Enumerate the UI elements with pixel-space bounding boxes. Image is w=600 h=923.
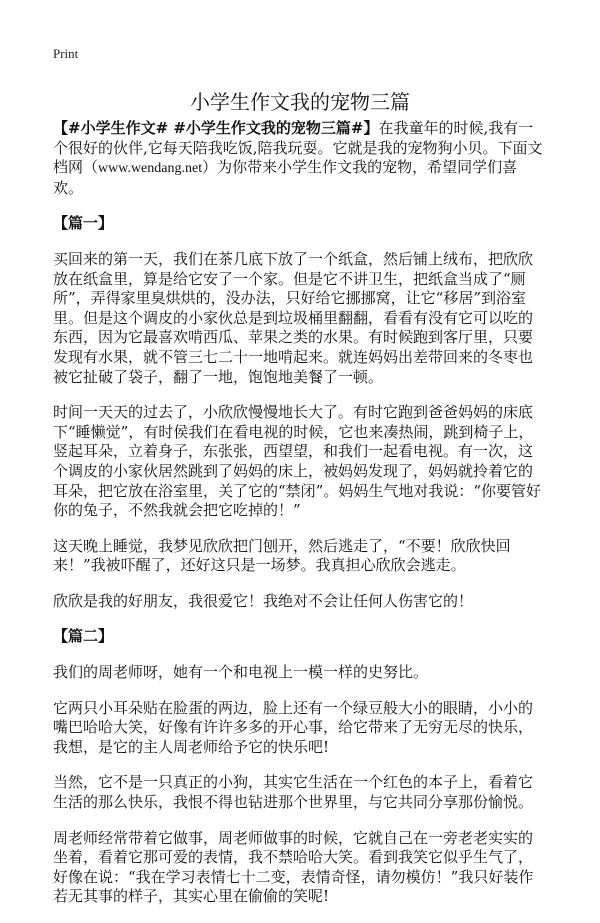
paragraph: 它两只小耳朵贴在脸蛋的两边，脸上还有一个绿豆般大小的眼睛，小小的嘴巴哈哈大笑，好像有许许多多的开心事，给它带来了无穷无尽的快乐，我想，是它的主人周老师给予它的快乐吧! [53,698,534,756]
paragraph: 我们的周老师呀，她有一个和电视上一模一样的史努比。 [53,663,429,682]
intro-tag: 【#小学生作文# #小学生作文我的宠物三篇#】 [53,119,379,137]
paragraph: 当然，它不是一只真正的小狗，其实它生活在一个红色的本子上，看着它生活的那么快乐，我恨不得也钻进那个世界里，与它共同分享那份愉悦。 [53,773,534,812]
page-title: 小学生作文我的宠物三篇 [190,90,410,114]
paragraph: 时间一天天的过去了，小欣欣慢慢地长大了。有时它跑到爸爸妈妈的床底下“睡懒觉”，有时侯我们在看电视的时候，它也来凑热闹，跳到椅子上，竖起耳朵，立着身子，东张张，西望望，和我们一起看电视。有一次，这个调皮的小家伙居然跳到了妈妈的床上，被妈妈发现了，妈妈就拎着它的耳朵，把它放在浴室里，关了它的“禁闭”。妈妈生气地对我说：“你要管好你的兔子，不然我就会把它吃掉的！” [53,403,542,520]
intro-text: 在我童年的时候,我有一个很好的伙伴,它每天陪我吃饭,陪我玩耍。它就是我的宠物狗小贝。下面文档网（ [53,119,543,177]
paragraph: 欣欣是我的好朋友，我很爱它！我绝对不会让任何人伤害它的！ [53,591,474,610]
section-heading-1: 【篇一】 [53,214,114,233]
paragraph: 这天晚上睡觉，我梦见欣欣把门刨开，然后逃走了，“不要！欣欣快回来！”我被吓醒了，还好这只是一场梦。我真担心欣欣会逃走。 [53,536,511,575]
print-link[interactable]: Print [53,46,79,61]
intro-paragraph [53,119,547,198]
article-body [53,119,547,923]
section-heading-2: 【篇二】 [53,627,114,646]
intro-text-end: ）为你带来小学生作文我的宠物，希望同学们喜欢。 [53,158,518,197]
paragraph: 周老师经常带着它做事，周老师做事的时候，它就自己在一旁老老实实的坐着，看着它那可爱的表情，我不禁哈哈大笑。看到我笑它似乎生气了，好像在说：“我在学习表情七十二变，表情奇怪，请勿模仿！”我只好装作若无其事的样子，其实心里在偷偷的笑呢! [53,828,534,906]
source-url: www.wendang.net [98,161,203,177]
paragraph: 买回来的第一天，我们在茶几底下放了一个纸盒，然后铺上绒布，把欣欣放在纸盒里，算是给它安了一个家。但是它不讲卫生，把纸盒当成了“厕所”，弄得家里臭烘烘的，没办法，只好给它挪挪窝，让它“移居”到浴室里。但是这个调皮的小家伙总是到垃圾桶里翻翻，看看有没有它可以吃的东西，因为它最喜欢啃西瓜、苹果之类的水果。有时候跑到客厅里，只要发现有水果，就不管三七二十一地啃起来。就连妈妈出差带回来的冬枣也被它扯破了袋子，翻了一地，饱饱地美餐了一顿。 [53,249,534,386]
